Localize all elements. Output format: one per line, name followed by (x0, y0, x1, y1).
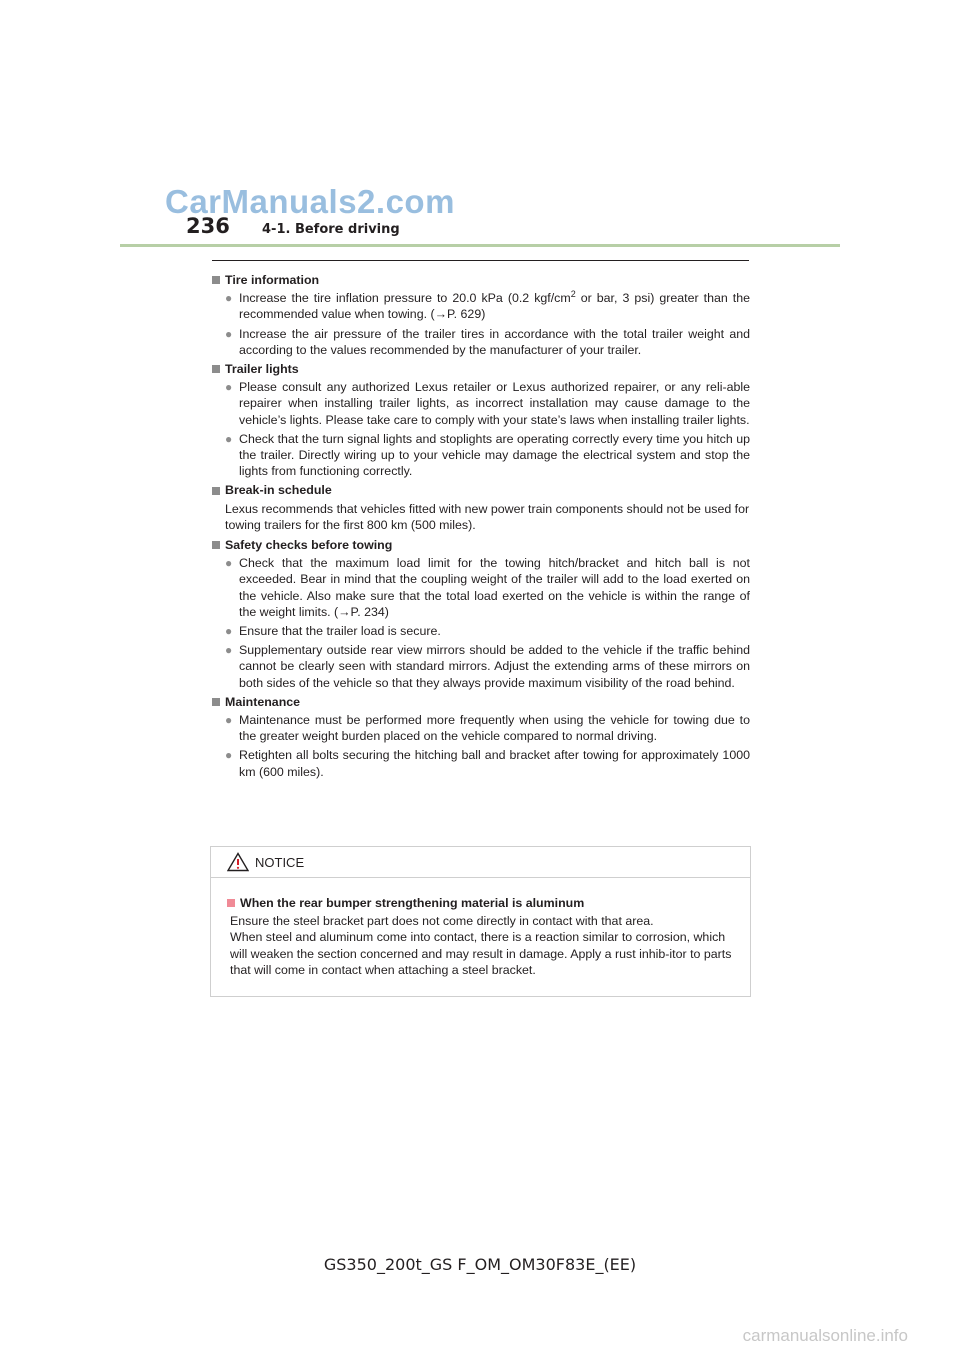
list-item: ● Check that the maximum load limit for the towing hitch/bracket and hitch ball is not exceeded. Bear in mind that the coupling weight of the trailer will add to the load exerted on the vehicle. Also make sure that the total load exerted on the vehicle is within the range of the weight limits. (→P. 234) (212, 555, 750, 620)
section-heading: Trailer lights (212, 361, 750, 377)
warning-triangle-icon (227, 852, 249, 872)
list-item: ● Maintenance must be performed more frequently when using the vehicle for towing due to the greater weight burden placed on the vehicle compared to normal driving. (212, 712, 750, 744)
list-item: ● Increase the air pressure of the trailer tires in accordance with the total trailer weight and according to the values recommended by the manufacturer of your trailer. (212, 326, 750, 358)
header-rule (120, 244, 840, 247)
content-rule (212, 260, 749, 261)
notice-paragraph: When steel and aluminum come into contact, there is a reaction similar to corrosion, which will weaken the section concerned and may result in damage. Apply a rust inhib-itor to parts that will come in contact when attaching a steel bracket. (230, 930, 732, 977)
paragraph: Lexus recommends that vehicles fitted with new power train components should not be used for towing trailers for the first 800 km (500 miles). (225, 501, 750, 532)
notice-box (210, 846, 751, 997)
section-heading: Maintenance (212, 694, 750, 710)
square-icon (212, 365, 220, 373)
section-heading: Break-in schedule (212, 482, 750, 498)
section-title: 4-1. Before driving (262, 222, 400, 237)
notice-title: NOTICE (255, 854, 305, 870)
bullet-icon: ● (225, 643, 233, 658)
list-item: ● Increase the tire inflation pressure to 20.0 kPa (0.2 kgf/$cm^2$ or bar, 3 psi) greater than the recommended value when towing. (→P. 629) (212, 290, 750, 322)
bullet-icon: ● (225, 291, 233, 306)
square-icon (212, 276, 220, 284)
notice-body (211, 878, 750, 978)
bullet-icon: ● (225, 713, 233, 728)
notice-heading: When the rear bumper strengthening material is aluminum (227, 895, 740, 911)
list-item: ● Supplementary outside rear view mirrors should be added to the vehicle if the traffic behind cannot be clearly seen with standard mirrors. Adjust the extending arms of these mirrors on both sides of the vehicle so that they always provide maximum visibility of the road behind. (212, 642, 750, 691)
bullet-icon: ● (225, 326, 233, 341)
square-icon (227, 899, 235, 907)
bullet-icon: ● (225, 380, 233, 395)
square-icon (212, 487, 220, 495)
footer-code: GS350_200t_GS F_OM_OM30F83E_(EE) (323, 1255, 637, 1274)
page-number: 236 (186, 214, 230, 238)
list-item: ● Please consult any authorized Lexus retailer or Lexus authorized repairer, or any reli-able repairer when installing trailer lights, as incorrect installation may cause damage to the vehicle’s lights. Please take care to comply with your state’s laws when installing trailer lights. (212, 379, 750, 428)
notice-header (211, 847, 750, 878)
bullet-icon: ● (225, 624, 233, 639)
bullet-icon: ● (225, 748, 233, 763)
section-heading: Tire information (212, 272, 750, 288)
bullet-icon: ● (225, 556, 233, 571)
square-icon (212, 698, 220, 706)
notice-paragraph: Ensure the steel bracket part does not come directly in contact with that area. (230, 914, 654, 929)
watermark-footer: carmanualsonline.info (742, 1326, 908, 1345)
bullet-icon: ● (225, 431, 233, 446)
watermark-logo: CarManuals2.com (165, 183, 455, 220)
list-item: ● Retighten all bolts securing the hitching ball and bracket after towing for approximately 1000 km (600 miles). (212, 747, 750, 779)
list-item: ● Ensure that the trailer load is secure. (212, 623, 750, 639)
main-content (212, 269, 750, 783)
square-icon (212, 541, 220, 549)
section-heading: Safety checks before towing (212, 537, 750, 553)
list-item: ● Check that the turn signal lights and stoplights are operating correctly every time you hitch up the trailer. Directly wiring up to your vehicle may damage the electrical system and stop the lights from functioning correctly. (212, 431, 750, 480)
